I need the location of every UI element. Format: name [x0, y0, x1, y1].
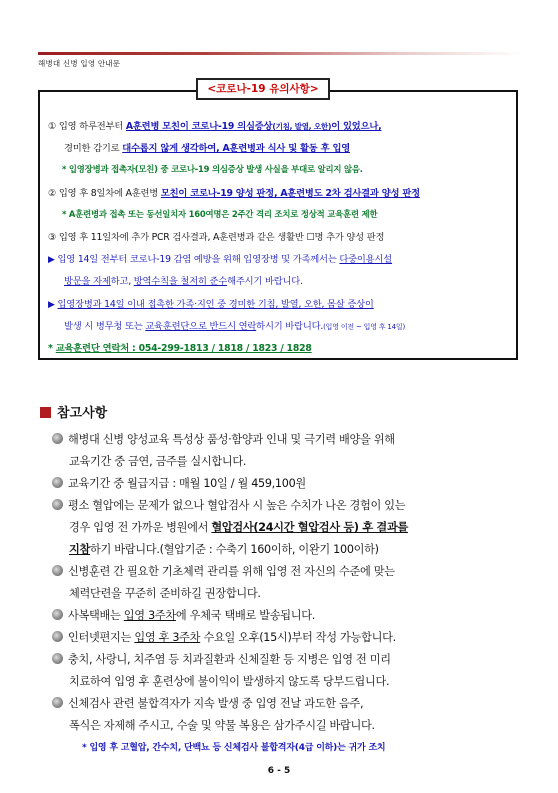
notice-line-7: ▶ 입영 14일 전부터 코로나-19 감염 예방을 위해 입영장병 및 가족께서는 다중이용시설 — [48, 254, 393, 265]
reference-item-7-cont: 치료하여 입영 후 훈련상에 불이익이 발생하지 않도록 당부드립니다. — [69, 675, 390, 688]
notice-line-6: ③ 입영 후 11일차에 추가 PCR 검사결과, A훈련병과 같은 생활반 ☐명 추가 양성 판정 — [48, 232, 385, 243]
triangle-bullet-icon: ▶ — [48, 300, 55, 310]
page-number: 6 - 5 — [267, 766, 291, 776]
reference-item-1: 해병대 신병 양성교육 특성상 품성·함양과 인내 및 극기력 배양을 위해 — [52, 431, 395, 447]
circle-bullet-icon — [52, 499, 63, 510]
notice-line-1: ① 입영 하루전부터 A훈련병 모친이 코로나-19 의심증상(기침, 발열, 오한)이 있었으나, — [48, 121, 382, 132]
circle-bullet-icon — [52, 631, 63, 642]
circle-bullet-icon — [52, 653, 63, 664]
reference-item-3-cont: 경우 입영 전 가까운 병원에서 혈압검사(24시간 혈압검사 등) 후 결과를 — [69, 521, 408, 534]
reference-item-4: 신병훈련 간 필요한 기초체력 관리를 위해 입영 전 자신의 수준에 맞는 — [52, 563, 395, 579]
notice-title: <코로나-19 유의사항> — [196, 78, 330, 100]
notice-line-10: 발생 시 병무청 또는 교육훈련단으로 반드시 연락하시기 바랍니다.(입영 이전 ~ 입영 후 14일) — [64, 321, 406, 332]
reference-item-8: 신체검사 관련 불합격자가 지속 발생 중 입영 전날 과도한 음주, — [52, 695, 363, 711]
disqualification-note: * 입영 후 고혈압, 간수치, 단백뇨 등 신체검사 불합격자(4급 이하)는 귀가 조치 — [82, 743, 386, 753]
notice-line-5: * A훈련병과 접촉 또는 동선일치자 160여명은 2주간 격리 조치로 정상적 교육훈련 제한 — [62, 209, 378, 219]
circle-bullet-icon — [52, 565, 63, 576]
reference-item-2: 교육기간 중 월급지급 : 매월 10일 / 월 459,100원 — [52, 475, 306, 491]
reference-item-6: 인터넷편지는 입영 후 3주차 수요일 오후(15시)부터 작성 가능합니다. — [52, 629, 396, 645]
reference-item-1-cont: 교육기간 중 금연, 금주를 실시합니다. — [69, 455, 247, 468]
circle-bullet-icon — [52, 609, 63, 620]
section-title: 참고사항 — [40, 402, 107, 421]
circle-bullet-icon — [52, 433, 63, 444]
reference-item-3-cont2: 지참하기 바랍니다.(혈압기준 : 수축기 160이하, 이완기 100이하) — [69, 543, 379, 556]
reference-item-3: 평소 혈압에는 문제가 없으나 혈압검사 시 높은 수치가 나온 경험이 있는 — [52, 497, 405, 513]
circle-bullet-icon — [52, 477, 63, 488]
reference-item-4-cont: 체력단련을 꾸준히 준비하길 권장합니다. — [69, 587, 261, 600]
notice-line-9: ▶ 입영장병과 14일 이내 접촉한 가족·지인 중 경미한 기침, 발열, 오한, 몸살 증상이 — [48, 299, 374, 310]
reference-item-7: 충치, 사랑니, 치주염 등 치과질환과 신체질환 등 지병은 입영 전 미리 — [52, 651, 391, 667]
reference-item-8-cont: 폭식은 자제해 주시고, 수술 및 약물 복용은 삼가주시길 바랍니다. — [69, 719, 375, 732]
reference-item-5: 사복택배는 입영 3주차에 우체국 택배로 발송됩니다. — [52, 607, 315, 623]
circle-bullet-icon — [52, 697, 63, 708]
square-bullet-icon — [40, 407, 51, 418]
document-header: 해병대 신병 입영 안내문 — [38, 59, 121, 68]
header-rule — [38, 52, 520, 55]
notice-line-2: 경미한 감기로 대수롭지 않게 생각하여, A훈련병과 식사 및 활동 후 입영 — [64, 143, 351, 154]
notice-line-3: * 입영장병과 접촉자(모친) 중 코로나-19 의심증상 발생 사실을 부대로 알리지 않음. — [62, 164, 363, 174]
notice-line-8: 방문을 자제하고, 방역수칙을 철저히 준수해주시기 바랍니다. — [64, 276, 303, 287]
notice-line-11: * 교육훈련단 연락처 : 054-299-1813 / 1818 / 1823 / 1828 — [48, 343, 312, 354]
triangle-bullet-icon: ▶ — [48, 255, 55, 265]
notice-line-4: ② 입영 후 8일차에 A훈련병 모친이 코로나-19 양성 판정, A훈련병도 2차 검사결과 양성 판정 — [48, 188, 420, 199]
